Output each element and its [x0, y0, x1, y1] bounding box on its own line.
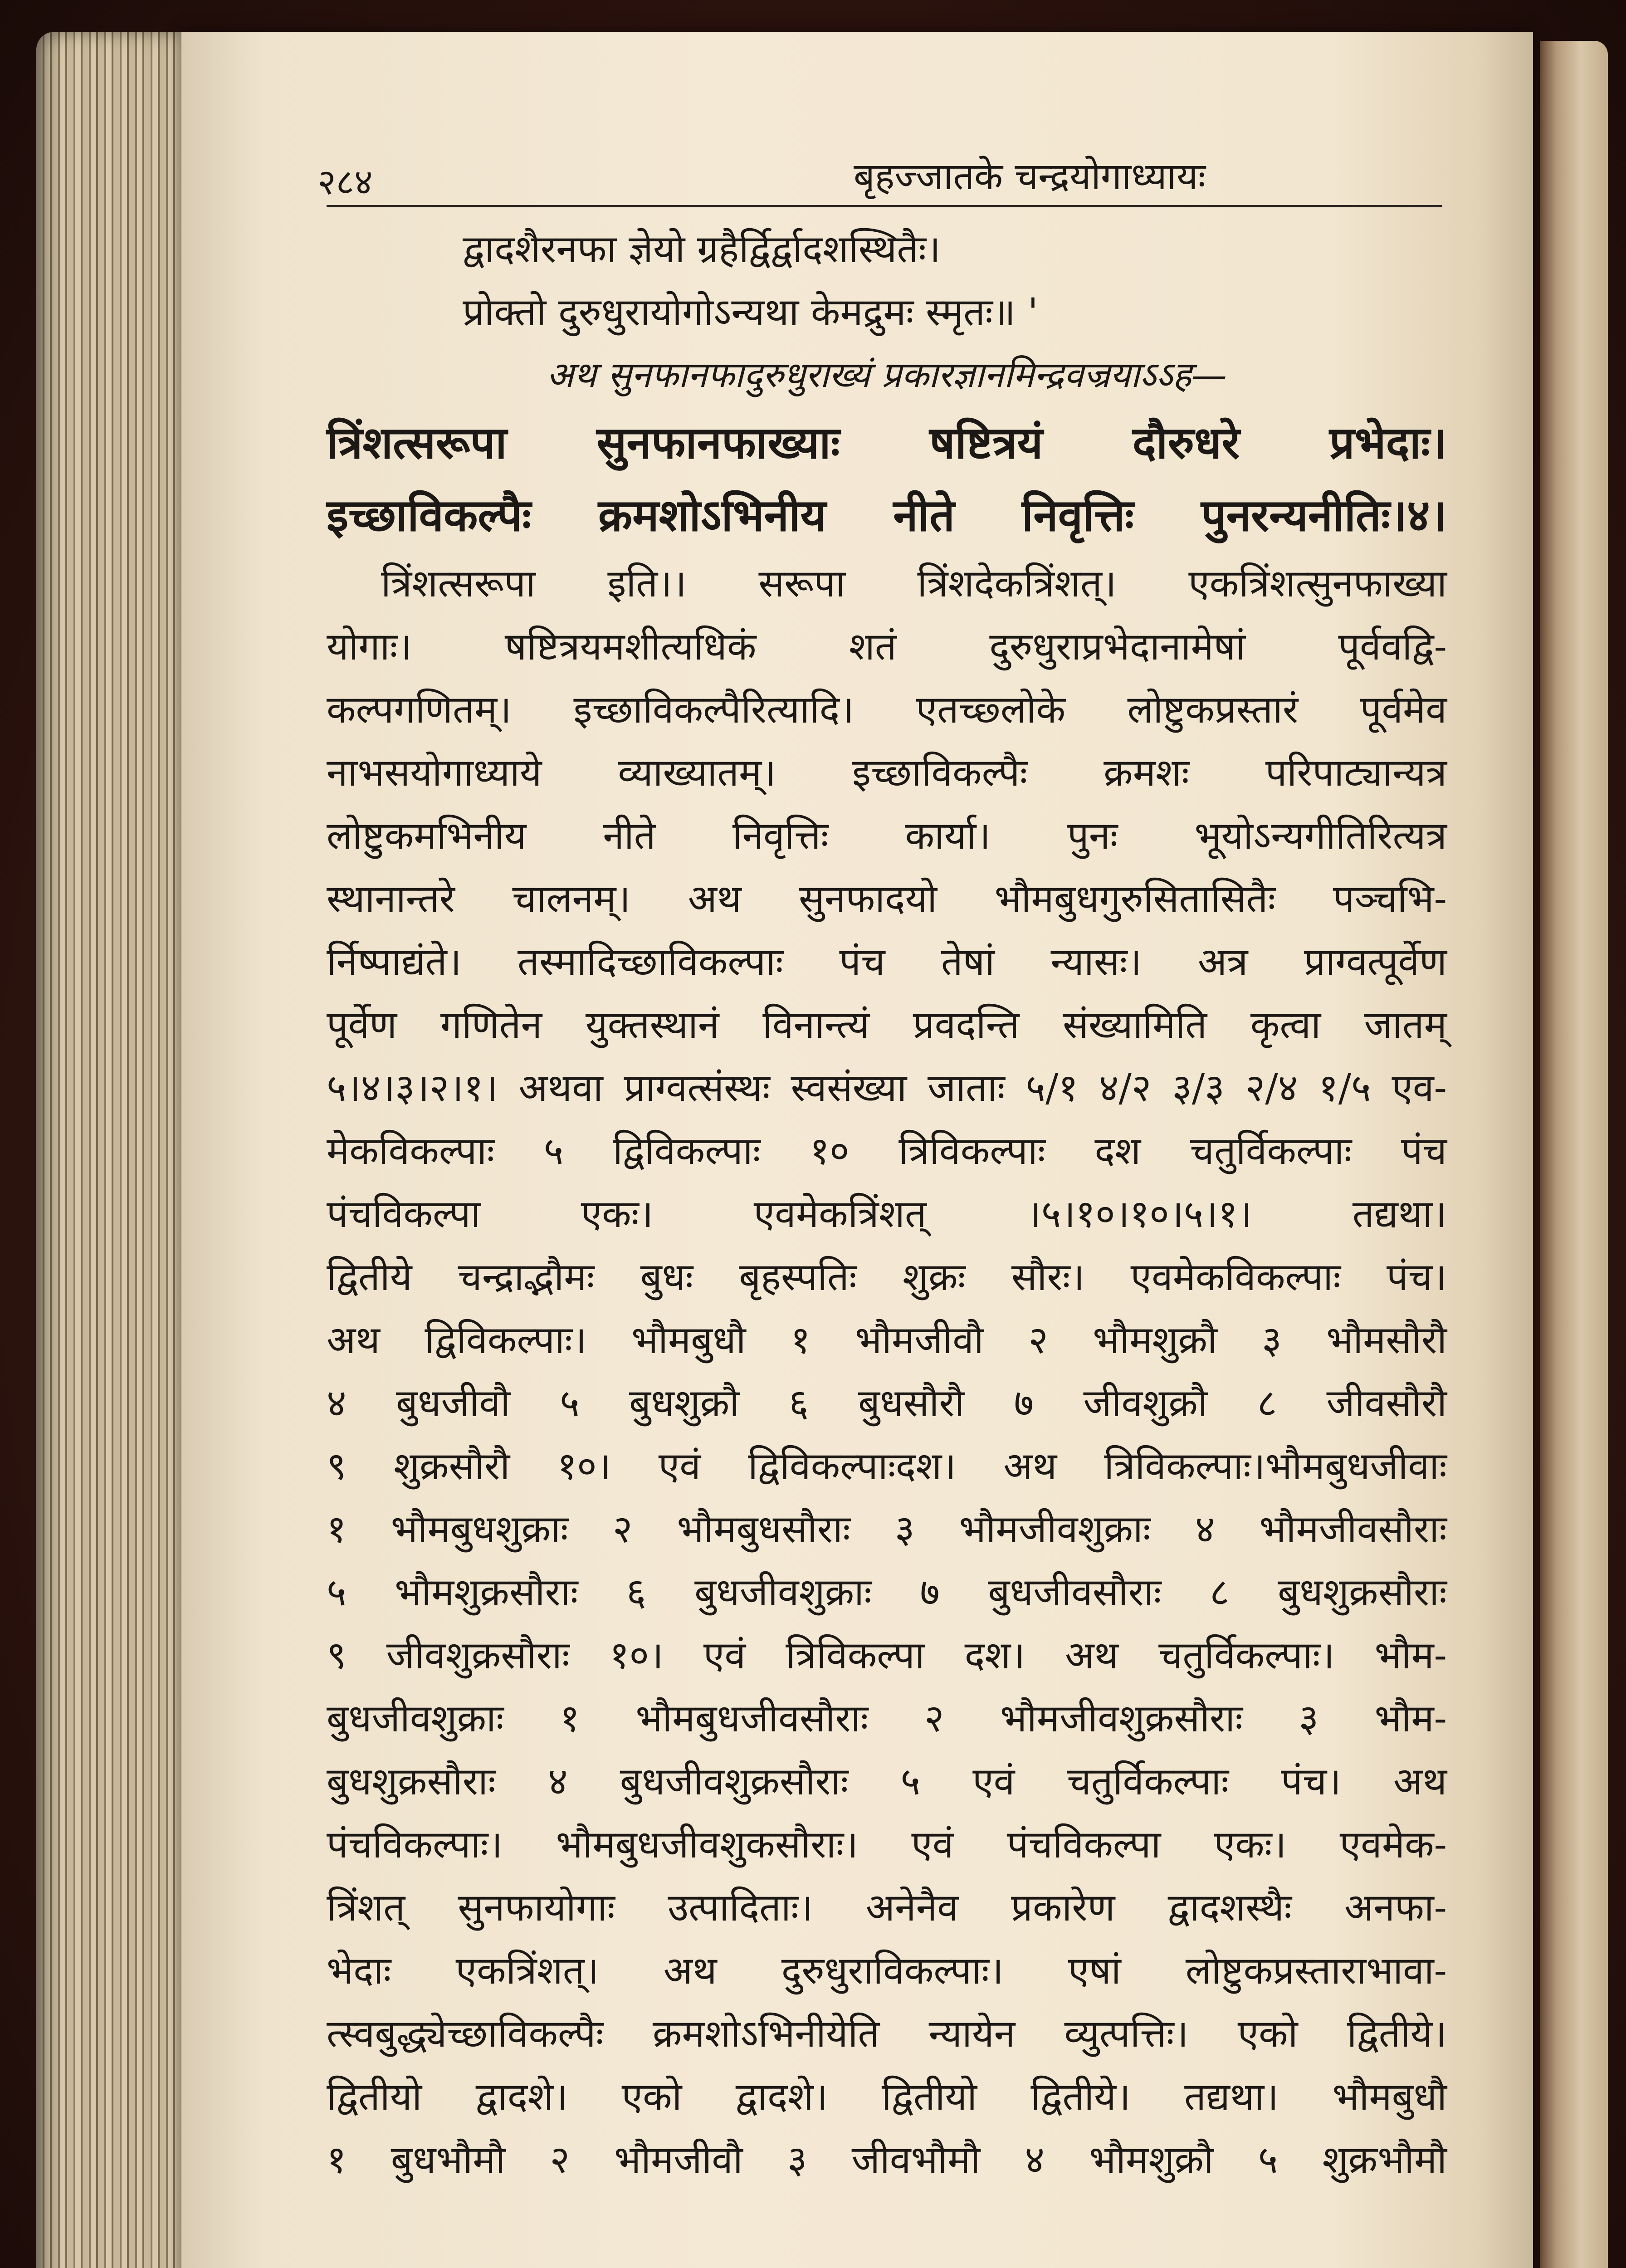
commentary-line: पंचविकल्पा एकः। एवमेकत्रिंशत् ।५।१०।१०।५।१। तद्यथा।	[327, 1192, 1447, 1236]
header-rule	[327, 205, 1442, 207]
commentary-line: योगाः। षष्टित्रयमशीत्यधिकं शतं दुरुधुराप्रभेदानामेषां पूर्ववद्वि-	[327, 624, 1447, 669]
commentary-line: अथ द्विविकल्पाः। भौमबुधौ १ भौमजीवौ २ भौमशुक्रौ ३ भौमसौरौ	[327, 1318, 1447, 1362]
commentary-line: कल्पगणितम्। इच्छाविकल्पैरित्यादि। एतच्छ्लोके लोष्टुकप्रस्तारं पूर्वमेव	[327, 687, 1447, 732]
commentary-line: बुधशुक्रसौराः ४ बुधजीवशुक्रसौराः ५ एवं चतुर्विकल्पाः पंच। अथ	[327, 1759, 1447, 1804]
commentary-line: त्स्वबुद्ध्येच्छाविकल्पैः क्रमशोऽभिनीयेति न्यायेन व्युत्पत्तिः। एको द्वितीये।	[327, 2011, 1447, 2056]
commentary-line: मेकविकल्पाः ५ द्विविकल्पाः १० त्रिविकल्पाः दश चतुर्विकल्पाः पंच	[327, 1129, 1447, 1173]
commentary-line: लोष्टुकमभिनीय नीते निवृत्तिः कार्या। पुनः भूयोऽन्यगीतिरित्यत्र	[327, 813, 1447, 858]
page-body	[327, 218, 1447, 2191]
commentary-line: बुधजीवशुक्राः १ भौमबुधजीवसौराः २ भौमजीवशुक्रसौराः ३ भौम-	[327, 1696, 1447, 1740]
commentary-line: पूर्वेण गणितेन युक्तस्थानं विनान्त्यं प्रवदन्ति संख्यामिति कृत्वा जातम्	[327, 1002, 1447, 1047]
verse-line: द्वादशैरनफा ज्ञेयो ग्रहैर्द्विर्द्वादशस्थितैः।	[463, 227, 941, 271]
karika-line: इच्छाविकल्पैः क्रमशोऽभिनीय नीते निवृत्तिः पुनरन्यनीतिः।४।	[327, 489, 1447, 542]
karika-line: त्रिंशत्सरूपा सुनफानफाख्याः षष्टित्रयं दौरुधरे प्रभेदाः।	[327, 417, 1447, 469]
commentary-line: नाभसयोगाध्याये व्याख्यातम्। इच्छाविकल्पैः क्रमशः परिपाट्यान्यत्र	[327, 750, 1447, 795]
commentary-line: त्रिंशत्सरूपा इति।। सरूपा त्रिंशदेकत्रिंशत्। एकत्रिंशत्सुनफाख्या	[381, 561, 1447, 606]
commentary-line: स्थानान्तरे चालनम्। अथ सुनफादयो भौमबुधगुरुसितासितैः पञ्चभि-	[327, 876, 1447, 921]
stacked-page-edges	[36, 32, 200, 2268]
commentary-line: ४ बुधजीवौ ५ बुधशुक्रौ ६ बुधसौरौ ७ जीवशुक्रौ ८ जीवसौरौ	[327, 1381, 1447, 1425]
commentary-line: ५ भौमशुक्रसौराः ६ बुधजीवशुक्राः ७ बुधजीवसौराः ८ बुधशुक्रसौराः	[327, 1570, 1447, 1614]
commentary-line: द्वितीये चन्द्राद्भौमः बुधः बृहस्पतिः शुक्रः सौरः। एवमेकविकल्पाः पंच।	[327, 1255, 1447, 1299]
verse-line: प्रोक्तो दुरुधुरायोगोऽन्यथा केमद्रुमः स्मृतः॥ '	[463, 290, 1039, 334]
running-head	[154, 0, 1470, 213]
commentary-line: १ भौमबुधशुक्राः २ भौमबुधसौराः ३ भौमजीवशुक्राः ४ भौमजीवसौराः	[327, 1507, 1447, 1551]
commentary-line: त्रिंशत् सुनफायोगाः उत्पादिताः। अनेनैव प्रकारेण द्वादशस्थैः अनफा-	[327, 1885, 1447, 1930]
commentary-line: पंचविकल्पाः। भौमबुधजीवशुकसौराः। एवं पंचविकल्पा एकः। एवमेक-	[327, 1822, 1447, 1867]
commentary-line: ५।४।३।२।१। अथवा प्राग्वत्संस्थः स्वसंख्या जाताः ५/१ ४/२ ३/३ २/४ १/५ एव-	[327, 1066, 1447, 1110]
intro-line: अथ सुनफानफादुरुधुराख्यं प्रकारज्ञानमिन्द्रवज्रयाऽऽह—	[547, 355, 1227, 396]
commentary-line: द्वितीयो द्वादशे। एको द्वादशे। द्वितीयो द्वितीये। तद्यथा। भौमबुधौ	[327, 2074, 1447, 2119]
page-number: २८४	[317, 162, 373, 203]
running-title: बृहज्जातके चन्द्रयोगाध्यायः	[853, 155, 1206, 198]
commentary-line: ९ शुक्रसौरौ १०। एवं द्विविकल्पाःदश। अथ त्रिविकल्पाः।भौमबुधजीवाः	[327, 1444, 1447, 1488]
commentary-line: भेदाः एकत्रिंशत्। अथ दुरुधुराविकल्पाः। एषां लोष्टुकप्रस्ताराभावा-	[327, 1948, 1447, 1993]
facing-page-edge	[1540, 41, 1608, 2268]
commentary-line: ९ जीवशुक्रसौराः १०। एवं त्रिविकल्पा दश। अथ चतुर्विकल्पाः। भौम-	[327, 1633, 1447, 1677]
commentary-line: र्निष्पाद्यंते। तस्मादिच्छाविकल्पाः पंच तेषां न्यासः। अत्र प्राग्वत्पूर्वेण	[327, 939, 1447, 984]
commentary-line: १ बुधभौमौ २ भौमजीवौ ३ जीवभौमौ ४ भौमशुक्रौ ५ शुक्रभौमौ	[327, 2137, 1447, 2182]
